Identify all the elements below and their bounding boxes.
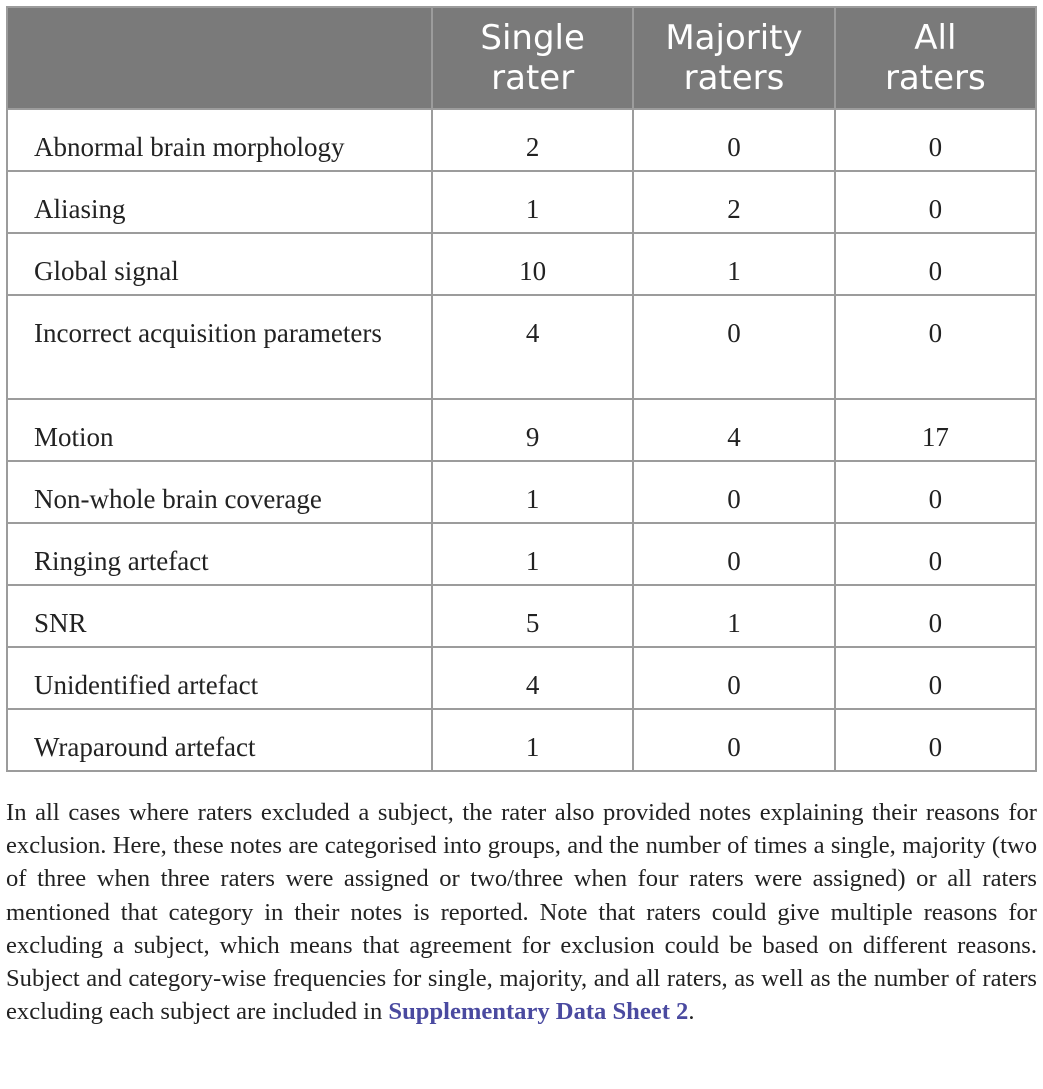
table-row [7, 647, 1036, 709]
row-majority-count: 1 [633, 585, 834, 647]
header-all-line1: All [914, 18, 957, 58]
row-category: Ringing artefact [7, 523, 432, 585]
table-header-row [7, 7, 1036, 109]
table-row [7, 461, 1036, 523]
table-row [7, 523, 1036, 585]
row-category: Aliasing [7, 171, 432, 233]
row-all-count: 0 [835, 295, 1036, 399]
header-majority-line2: raters [683, 58, 785, 98]
row-majority-count: 1 [633, 233, 834, 295]
row-category: Non-whole brain coverage [7, 461, 432, 523]
row-all-count: 0 [835, 233, 1036, 295]
row-single-count: 4 [432, 647, 633, 709]
exclusion-reasons-table [6, 6, 1037, 772]
row-all-count: 17 [835, 399, 1036, 461]
table-row [7, 399, 1036, 461]
row-majority-count: 2 [633, 171, 834, 233]
row-single-count: 5 [432, 585, 633, 647]
row-category: Abnormal brain morphology [7, 109, 432, 171]
table-footnote [6, 796, 1037, 1028]
row-all-count: 0 [835, 171, 1036, 233]
header-single-rater [432, 7, 633, 109]
row-single-count: 1 [432, 171, 633, 233]
footnote-text: In all cases where raters excluded a subject, the rater also provided notes explaining their reasons for exclusion. Here, these notes are categorised into groups, and the number of times a single, majority (two of three when three raters were assigned or two/three when four raters were assigned) or all raters mentioned that category in their notes is reported. Note that raters could give multiple reasons for excluding a subject, which means that agreement for exclusion could be based on different reasons. Subject and category-wise frequencies for single, majority, and all raters, as well as the number of raters excluding each subject are included in [6, 799, 1037, 1026]
row-single-count: 9 [432, 399, 633, 461]
row-all-count: 0 [835, 709, 1036, 771]
row-majority-count: 0 [633, 461, 834, 523]
row-category: SNR [7, 585, 432, 647]
row-single-count: 4 [432, 295, 633, 399]
row-majority-count: 0 [633, 109, 834, 171]
row-single-count: 10 [432, 233, 633, 295]
table-row [7, 709, 1036, 771]
row-majority-count: 0 [633, 523, 834, 585]
supplementary-data-link[interactable]: Supplementary Data Sheet 2 [388, 998, 689, 1026]
row-all-count: 0 [835, 647, 1036, 709]
row-all-count: 0 [835, 461, 1036, 523]
row-single-count: 1 [432, 523, 633, 585]
row-majority-count: 4 [633, 399, 834, 461]
row-category: Incorrect acquisition parameters [7, 295, 432, 399]
table-row [7, 295, 1036, 399]
row-single-count: 2 [432, 109, 633, 171]
row-single-count: 1 [432, 709, 633, 771]
table-row [7, 585, 1036, 647]
row-category: Wraparound artefact [7, 709, 432, 771]
row-single-count: 1 [432, 461, 633, 523]
row-all-count: 0 [835, 109, 1036, 171]
header-all-raters [835, 7, 1036, 109]
header-majority-line1: Majority [665, 18, 803, 58]
header-category [7, 7, 432, 109]
row-category: Motion [7, 399, 432, 461]
row-majority-count: 0 [633, 709, 834, 771]
row-majority-count: 0 [633, 295, 834, 399]
row-all-count: 0 [835, 523, 1036, 585]
row-all-count: 0 [835, 585, 1036, 647]
table-row [7, 109, 1036, 171]
row-majority-count: 0 [633, 647, 834, 709]
footnote-end: . [688, 998, 695, 1026]
header-all-line2: raters [884, 58, 986, 98]
row-category: Global signal [7, 233, 432, 295]
header-single-line2: rater [491, 58, 575, 98]
table-row [7, 233, 1036, 295]
row-category: Unidentified artefact [7, 647, 432, 709]
header-single-line1: Single [480, 18, 585, 58]
header-majority-raters [633, 7, 834, 109]
table-row [7, 171, 1036, 233]
